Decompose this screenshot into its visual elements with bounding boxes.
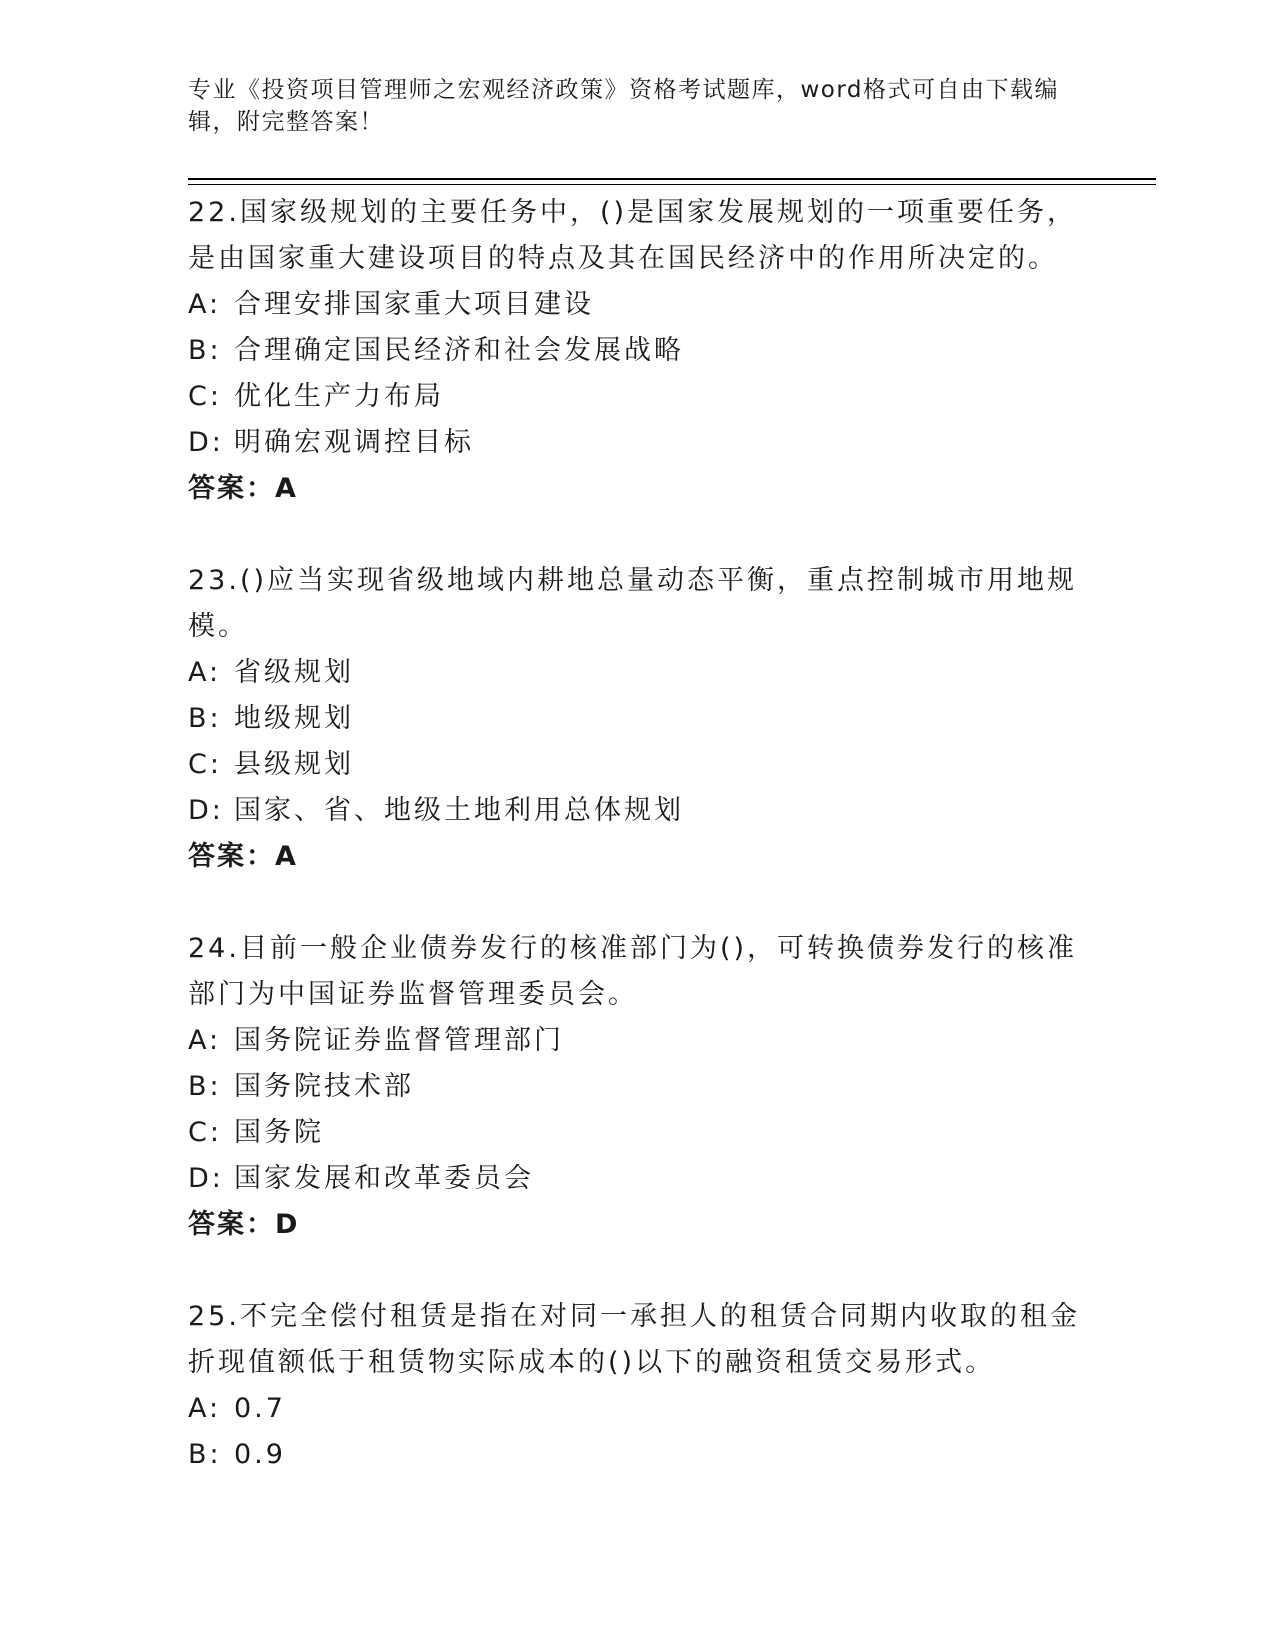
option-letter: B:: [188, 335, 222, 366]
document-intro: 专业《投资项目管理师之宏观经济政策》资格考试题库，word格式可自由下载编辑，附完整答案！: [188, 77, 1060, 135]
option-a: [188, 1386, 1088, 1432]
option-letter: A:: [188, 1025, 222, 1056]
question-25: [188, 1294, 1088, 1478]
option-a: [188, 282, 1088, 328]
option-d: [188, 788, 1088, 834]
option-text: 合理安排国家重大项目建设: [234, 289, 594, 320]
question-stem: 25.不完全偿付租赁是指在对同一承担人的租赁合同期内收取的租金折现值额低于租赁物实际成本的()以下的融资租赁交易形式。: [188, 1301, 1080, 1378]
option-letter: C:: [188, 749, 222, 780]
option-text: 0.7: [234, 1393, 286, 1424]
option-text: 县级规划: [234, 749, 354, 780]
question-stem: 23.()应当实现省级地域内耕地总量动态平衡，重点控制城市用地规模。: [188, 565, 1078, 642]
option-b: [188, 1432, 1088, 1478]
option-text: 国家、省、地级土地利用总体规划: [234, 795, 684, 826]
option-letter: B:: [188, 703, 222, 734]
option-letter: A:: [188, 657, 222, 688]
option-text: 0.9: [234, 1439, 286, 1470]
question-23: [188, 558, 1088, 880]
answer: 答案：A: [188, 841, 298, 872]
option-c: [188, 742, 1088, 788]
option-letter: A:: [188, 1393, 222, 1424]
option-b: [188, 1064, 1088, 1110]
answer: 答案：D: [188, 1209, 300, 1240]
question-22: [188, 190, 1088, 512]
option-letter: A:: [188, 289, 222, 320]
option-d: [188, 1156, 1088, 1202]
option-text: 国务院证券监督管理部门: [234, 1025, 564, 1056]
option-text: 地级规划: [234, 703, 354, 734]
option-text: 国务院技术部: [234, 1071, 414, 1102]
answer: 答案：A: [188, 473, 298, 504]
option-text: 省级规划: [234, 657, 354, 688]
option-text: 国务院: [234, 1117, 324, 1148]
header-divider-thin: [188, 184, 1156, 185]
option-letter: D:: [188, 427, 224, 458]
option-a: [188, 1018, 1088, 1064]
question-24: [188, 926, 1088, 1248]
option-c: [188, 1110, 1088, 1156]
option-a: [188, 650, 1088, 696]
option-letter: C:: [188, 1117, 222, 1148]
option-text: 明确宏观调控目标: [234, 427, 474, 458]
header-divider-thick: [188, 178, 1156, 180]
option-letter: D:: [188, 795, 224, 826]
option-c: [188, 374, 1088, 420]
option-letter: B:: [188, 1071, 222, 1102]
option-letter: D:: [188, 1163, 224, 1194]
question-list: [188, 190, 1088, 1524]
option-text: 合理确定国民经济和社会发展战略: [234, 335, 684, 366]
option-letter: C:: [188, 381, 222, 412]
option-b: [188, 328, 1088, 374]
option-text: 优化生产力布局: [234, 381, 444, 412]
question-stem: 22.国家级规划的主要任务中，()是国家发展规划的一项重要任务，是由国家重大建设项目的特点及其在国民经济中的作用所决定的。: [188, 197, 1078, 274]
option-letter: B:: [188, 1439, 222, 1470]
question-stem: 24.目前一般企业债券发行的核准部门为()，可转换债券发行的核准部门为中国证券监督管理委员会。: [188, 933, 1078, 1010]
option-d: [188, 420, 1088, 466]
option-b: [188, 696, 1088, 742]
option-text: 国家发展和改革委员会: [234, 1163, 534, 1194]
